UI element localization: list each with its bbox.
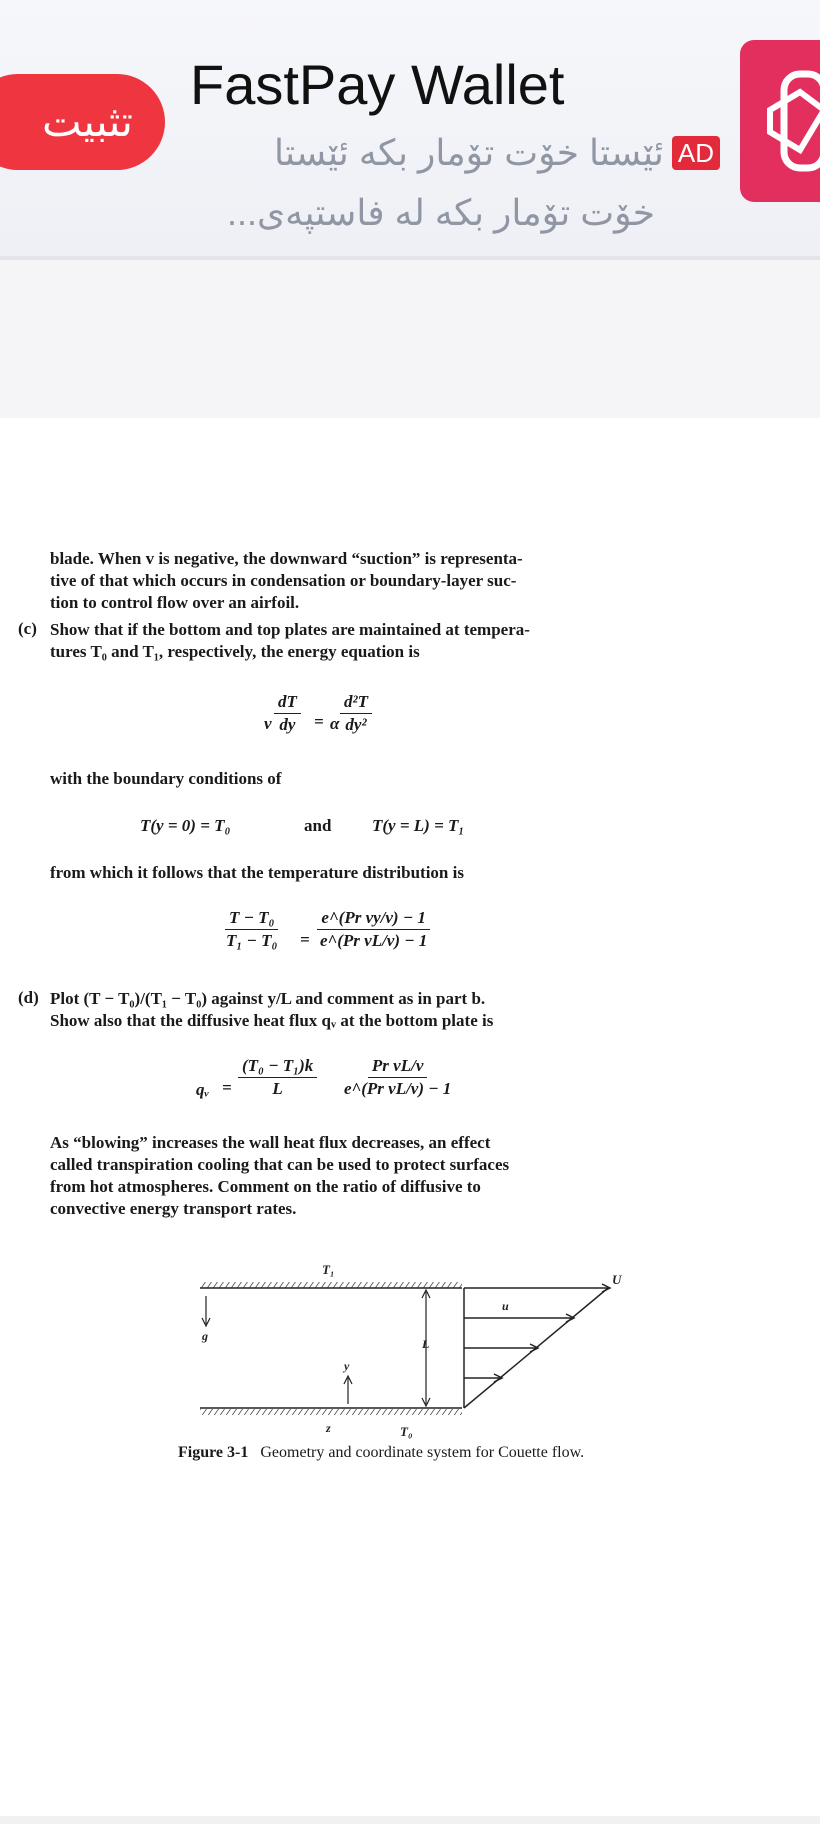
install-button[interactable]: تثبيت: [0, 74, 165, 170]
part-c-label: (c): [18, 619, 37, 638]
text-line: from hot atmospheres. Comment on the ratio of diffusive to: [50, 1177, 481, 1196]
eq3-f2-numerator: Pr vL/ν: [368, 1056, 427, 1078]
eq3-fraction-1: [238, 1056, 317, 1099]
eq1-coef-alpha: α: [330, 714, 340, 733]
label-top-temp: T₁: [322, 1262, 335, 1277]
part-d-label: (d): [18, 988, 39, 1007]
caption-label: Figure 3-1: [178, 1444, 249, 1461]
eq1-lhs-numerator: dT: [274, 692, 301, 714]
eq3-f1-denominator: L: [272, 1079, 283, 1098]
blowing-paragraph: [50, 1132, 509, 1220]
text-line: convective energy transport rates.: [50, 1199, 297, 1218]
label-velocity-top: U: [612, 1272, 622, 1287]
eq1-lhs-fraction: [274, 692, 301, 735]
text-line: As “blowing” increases the wall heat flux decreases, an effect: [50, 1133, 491, 1152]
y-axis-arrow: [344, 1376, 352, 1404]
ad-banner[interactable]: [0, 0, 820, 260]
text-line: Show that if the bottom and top plates are maintained at tempera-: [50, 620, 530, 639]
part-d-paragraph: [50, 988, 493, 1032]
couette-flow-figure: [160, 1252, 640, 1452]
text-line: called transpiration cooling that can be used to protect surfaces: [50, 1155, 510, 1174]
temperature-intro: [50, 862, 464, 884]
eq2-rhs-denominator: e^(Pr vL/ν) − 1: [320, 931, 428, 950]
ad-description-line2: خۆت تۆمار بکە لە فاستپەی...: [226, 192, 655, 233]
eq1-rhs-denominator: dy²: [345, 715, 367, 734]
top-plate: [200, 1282, 462, 1288]
eq2-lhs-fraction: [222, 908, 281, 951]
text-line: Show also that the diffusive heat flux qᵥ at the bottom plate is: [50, 1011, 494, 1030]
eq2-rhs-numerator: e^(Pr vy/ν) − 1: [317, 908, 429, 930]
figure-caption: [178, 1444, 584, 1462]
eq2-equals: =: [300, 930, 310, 949]
text-line: tion to control flow over an airfoil.: [50, 593, 300, 612]
eq1-rhs-fraction: [340, 692, 372, 735]
eq3-f2-denominator: e^(Pr vL/ν) − 1: [344, 1079, 452, 1098]
label-z-axis: z: [326, 1421, 331, 1435]
eq3-lhs: qᵥ: [196, 1080, 209, 1099]
part-c-paragraph: [50, 619, 530, 663]
boundary-and: and: [304, 816, 332, 835]
bottom-plate: [200, 1408, 462, 1415]
caption-text: Geometry and coordinate system for Couette flow.: [260, 1444, 585, 1461]
gravity-arrow: [202, 1296, 210, 1326]
ad-description-line1: [205, 128, 720, 178]
eq3-fraction-2: [340, 1056, 455, 1099]
bottom-edge: [0, 1816, 820, 1824]
boundary-condition-left: T(y = 0) = T₀: [140, 816, 231, 835]
label-y-axis: y: [344, 1359, 350, 1373]
text-line: with the boundary conditions of: [50, 769, 282, 788]
eq3-equals: =: [222, 1078, 232, 1097]
eq1-rhs-numerator: d²T: [340, 692, 372, 714]
ad-spacer: [0, 260, 820, 418]
ad-badge: AD: [672, 136, 720, 170]
intro-paragraph: [50, 548, 523, 614]
label-velocity: u: [502, 1299, 509, 1313]
label-gap: L: [422, 1337, 430, 1351]
label-bottom-temp: T₀: [400, 1424, 413, 1439]
document-page: [0, 418, 820, 1818]
text-line: blade. When v is negative, the downward “suction” is representa-: [50, 549, 523, 568]
boundary-condition-right: T(y = L) = T₁: [372, 816, 465, 835]
text-line: tive of that which occurs in condensation or boundary-layer suc-: [50, 571, 517, 590]
app-logo-icon[interactable]: [740, 40, 820, 202]
eq2-lhs-denominator: T₁ − T₀: [226, 931, 278, 950]
eq1-lhs-denominator: dy: [279, 715, 296, 734]
text-line: Plot (T − T₀)/(T₁ − T₀) against y/L and comment as in part b.: [50, 989, 486, 1008]
eq3-f1-numerator: (T₀ − T₁)k: [238, 1056, 317, 1078]
ad-text-line1: ئێستا خۆت تۆمار بکە ئێستا: [274, 132, 664, 173]
eq2-lhs-numerator: T − T₀: [225, 908, 279, 930]
eq2-rhs-fraction: [316, 908, 431, 951]
eq1-coef-v: v: [264, 714, 272, 733]
label-gravity: g: [202, 1329, 208, 1343]
boundary-intro: [50, 768, 281, 790]
ad-title[interactable]: FastPay Wallet: [190, 53, 565, 116]
text-line: from which it follows that the temperature distribution is: [50, 863, 464, 882]
velocity-profile: [464, 1284, 610, 1408]
eq1-equals: =: [314, 712, 324, 731]
text-line: tures T₀ and T₁, respectively, the energy equation is: [50, 642, 420, 661]
